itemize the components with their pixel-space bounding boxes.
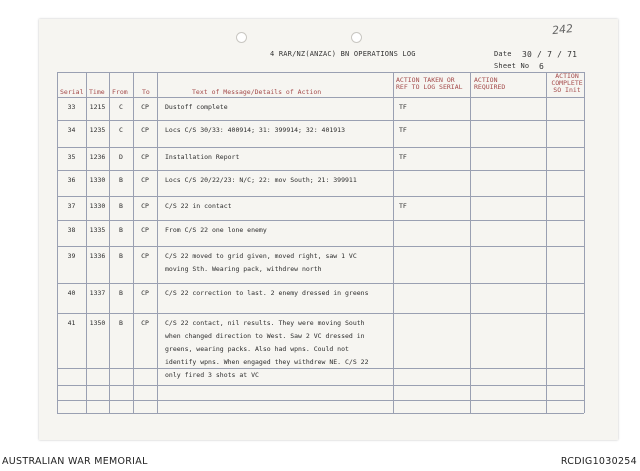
row-rule [57, 385, 584, 386]
col-header-action-required: ACTION REQUIRED [474, 76, 506, 91]
row-message-line: moving Sth. Wearing pack, withdrew north [165, 265, 322, 273]
row-message-line: C/S 22 contact, nil results. They were moving South [165, 319, 365, 327]
row-serial: 41 [67, 319, 76, 327]
row-action-taken: TF [399, 126, 407, 134]
row-to: CP [141, 202, 149, 210]
header-bottom-rule [57, 97, 584, 98]
column-rule [584, 72, 585, 413]
col-header-from: From [112, 88, 128, 96]
row-rule [57, 220, 584, 221]
row-message-line: identify wpns. When engaged they withdrew NE. C/S 22 [165, 358, 369, 366]
punch-hole-right [351, 32, 362, 43]
row-time: 1215 [89, 103, 106, 111]
sheet-value: 6 [539, 62, 545, 71]
row-rule [57, 120, 584, 121]
row-message-line: Dustoff complete [165, 103, 228, 111]
row-serial: 36 [67, 176, 76, 184]
table-top-rule [57, 72, 584, 73]
row-from: C [119, 126, 123, 134]
footer-record-id: RCDIG1030254 [560, 456, 637, 467]
row-message-line: only fired 3 shots at VC [165, 371, 259, 379]
row-rule [57, 283, 584, 284]
row-time: 1330 [89, 176, 106, 184]
footer-institution: AUSTRALIAN WAR MEMORIAL [2, 456, 148, 467]
row-serial: 33 [67, 103, 76, 111]
row-serial: 34 [67, 126, 76, 134]
row-message-line: Locs C/S 20/22/23: N/C; 22: mov South; 21: 399911 [165, 176, 357, 184]
row-message-line: C/S 22 moved to grid given, moved right, saw 1 VC [165, 252, 357, 260]
row-to: CP [141, 176, 149, 184]
row-to: CP [141, 226, 149, 234]
row-from: B [119, 176, 123, 184]
date-value: 30 / 7 / 71 [522, 50, 578, 59]
row-message-line: Locs C/S 30/33: 400914; 31: 399914; 32: 401913 [165, 126, 346, 134]
row-to: CP [141, 126, 149, 134]
row-from: B [119, 319, 123, 327]
col-header-action-taken: ACTION TAKEN OR REF TO LOG SERIAL [396, 76, 463, 91]
row-action-taken: TF [399, 153, 407, 161]
row-from: B [119, 289, 123, 297]
row-action-taken: TF [399, 202, 407, 210]
table-bottom-rule [57, 413, 584, 414]
col-header-action-complete: ACTION COMPLETE SO Init [551, 72, 583, 94]
date-label: Date [494, 50, 512, 58]
row-from: B [119, 252, 123, 260]
row-serial: 38 [67, 226, 76, 234]
row-action-taken: TF [399, 103, 407, 111]
row-serial: 39 [67, 252, 76, 260]
row-rule [57, 147, 584, 148]
column-rule [546, 72, 547, 413]
column-rule [470, 72, 471, 413]
log-title: 4 RAR/NZ(ANZAC) BN OPERATIONS LOG [270, 50, 416, 58]
row-rule [57, 400, 584, 401]
col-header-text: Text of Message/Details of Action [192, 88, 322, 96]
column-rule [157, 72, 158, 413]
row-to: CP [141, 153, 149, 161]
row-to: CP [141, 103, 149, 111]
row-message-line: greens, wearing packs. Also had wpns. Could not [165, 345, 349, 353]
col-header-serial: Serial [60, 88, 84, 96]
row-time: 1350 [89, 319, 106, 327]
handwritten-page-number: 242 [551, 21, 574, 38]
row-message-line: From C/S 22 one lone enemy [165, 226, 267, 234]
row-from: C [119, 103, 123, 111]
sheet-label: Sheet No [494, 62, 530, 70]
col-header-time: Time [89, 88, 105, 96]
row-serial: 35 [67, 153, 76, 161]
row-serial: 40 [67, 289, 76, 297]
row-time: 1335 [89, 226, 106, 234]
row-from: B [119, 226, 123, 234]
column-rule [393, 72, 394, 413]
row-time: 1337 [89, 289, 106, 297]
col-header-to: To [142, 88, 150, 96]
row-time: 1336 [89, 252, 106, 260]
row-to: CP [141, 319, 149, 327]
row-message-line: when changed direction to West. Saw 2 VC dressed in [165, 332, 365, 340]
row-message-line: C/S 22 correction to last. 2 enemy dressed in greens [165, 289, 369, 297]
row-rule [57, 246, 584, 247]
row-from: B [119, 202, 123, 210]
row-rule [57, 196, 584, 197]
row-to: CP [141, 289, 149, 297]
row-time: 1236 [89, 153, 106, 161]
punch-hole-left [236, 32, 247, 43]
row-message-line: C/S 22 in contact [165, 202, 232, 210]
row-time: 1330 [89, 202, 106, 210]
row-rule [57, 170, 584, 171]
row-message-line: Installation Report [165, 153, 240, 161]
row-from: D [119, 153, 123, 161]
row-time: 1235 [89, 126, 106, 134]
row-to: CP [141, 252, 149, 260]
row-rule [57, 313, 584, 314]
row-serial: 37 [67, 202, 76, 210]
